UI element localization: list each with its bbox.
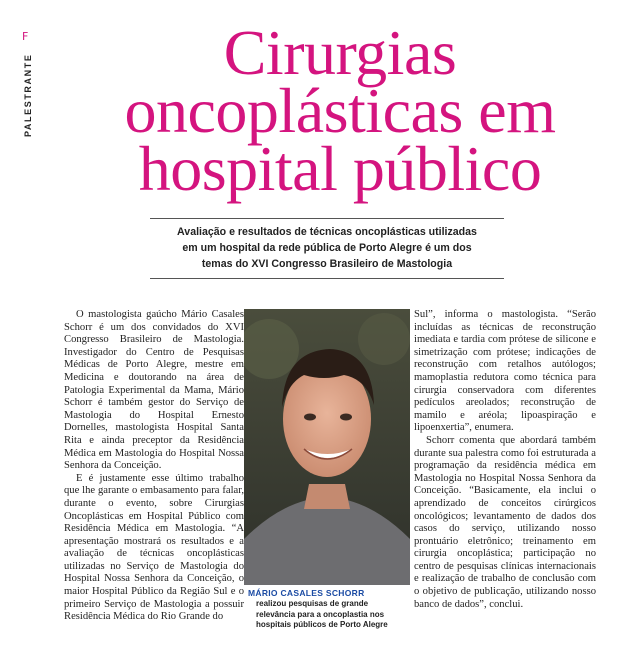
headline-line-1: Cirurgias	[223, 17, 457, 88]
portrait-photo	[244, 309, 410, 585]
section-label	[18, 30, 42, 140]
body-paragraph: Sul”, informa o mastologista. “Serão incluídas as técnicas de reconstrução imediata e tardia com prótese de silicone e simetrização com prótese; indicações de reconstrução com retalhos autólogos; mamoplastia redutora como técnica para cirurgia conservadora com diferentes pedículos areolados; reconstrução de mamilo e aréola; lipoaspiração e lipoenxertia”, enumera.	[414, 309, 596, 434]
body-paragraph: Schorr comenta que abordará também durante sua palestra como foi estruturada a programação da residência médica em Mastologia no Hospital Nossa Senhora da Conceição. “Basicamente, ela inclui o aprendizado de conceitos cirúrgicos oncológicos; levantamento de dados dos casos do serviço, utilizando nosso prontuário eletrônico; treinamento em cirurgia oncoplástica; participação no centro de pesquisas clínicas internacionais e realização de trabalho de conclusão com o objetivo de publicação, utilizando nosso banco de dados”, conclui.	[414, 434, 596, 610]
lead-bottom-rule	[150, 278, 504, 279]
caption-line-3: hospitais públicos de Porto Alegre	[256, 620, 388, 629]
caption-line-1: realizou pesquisas de grande	[256, 599, 369, 608]
lead-paragraph	[150, 224, 504, 272]
portrait-illustration	[244, 309, 410, 585]
caption-line-2: relevância para a oncoplastia nos	[256, 609, 385, 619]
caption-name: MÁRIO CASALES SCHORR	[248, 588, 365, 598]
body-column-right	[414, 309, 596, 611]
headline	[60, 17, 620, 204]
headline-line-2: oncoplásticas em	[124, 75, 556, 146]
section-label-text: PALESTRANTE	[23, 53, 33, 137]
body-paragraph: O mastologista gaúcho Mário Casales Schorr é um dos convidados do XVI Congresso Brasileiro de Mastologia. Investigador do Centro de Pesquisas Médicas de Porto Alegre, mestre em Medicina e doutorando na área de Patologia Experimental da Mama, Mário Schorr é também gestor do Serviço de Mastologia do Hospital Ernesto Dornelles, mastologista Hospital Santa Rita e ainda preceptor da Residência Médica em Mastologia do Hospital Nossa Senhora da Conceição.	[64, 309, 244, 472]
lead-top-rule	[150, 218, 504, 219]
headline-line-3: hospital público	[138, 133, 542, 204]
lead-line-1: Avaliação e resultados de técnicas oncoplásticas utilizadas	[177, 226, 477, 238]
photo-caption	[248, 588, 410, 631]
body-paragraph: E é justamente esse último trabalho que lhe garante o embasamento para falar, durante o evento, sobre Cirurgias Oncoplásticas em Hospital Público com Residência Médica em Mastologia. “A apresentação mostrará os resultados e a avaliação de técnicas oncoplásticas utilizadas no Serviço de Mastologia do Hospital Nossa Senhora da Conceição, o maior Hospital Público da Região Sul e o primeiro Serviço de Mastologia a possuir Residência Médica do Rio Grande do	[64, 472, 244, 623]
body-column-left	[64, 309, 244, 624]
lead-line-2: em um hospital da rede pública de Porto Alegre é um dos	[182, 242, 472, 254]
section-mark: F	[22, 30, 29, 43]
lead-line-3: temas do XVI Congresso Brasileiro de Mastologia	[201, 258, 453, 270]
